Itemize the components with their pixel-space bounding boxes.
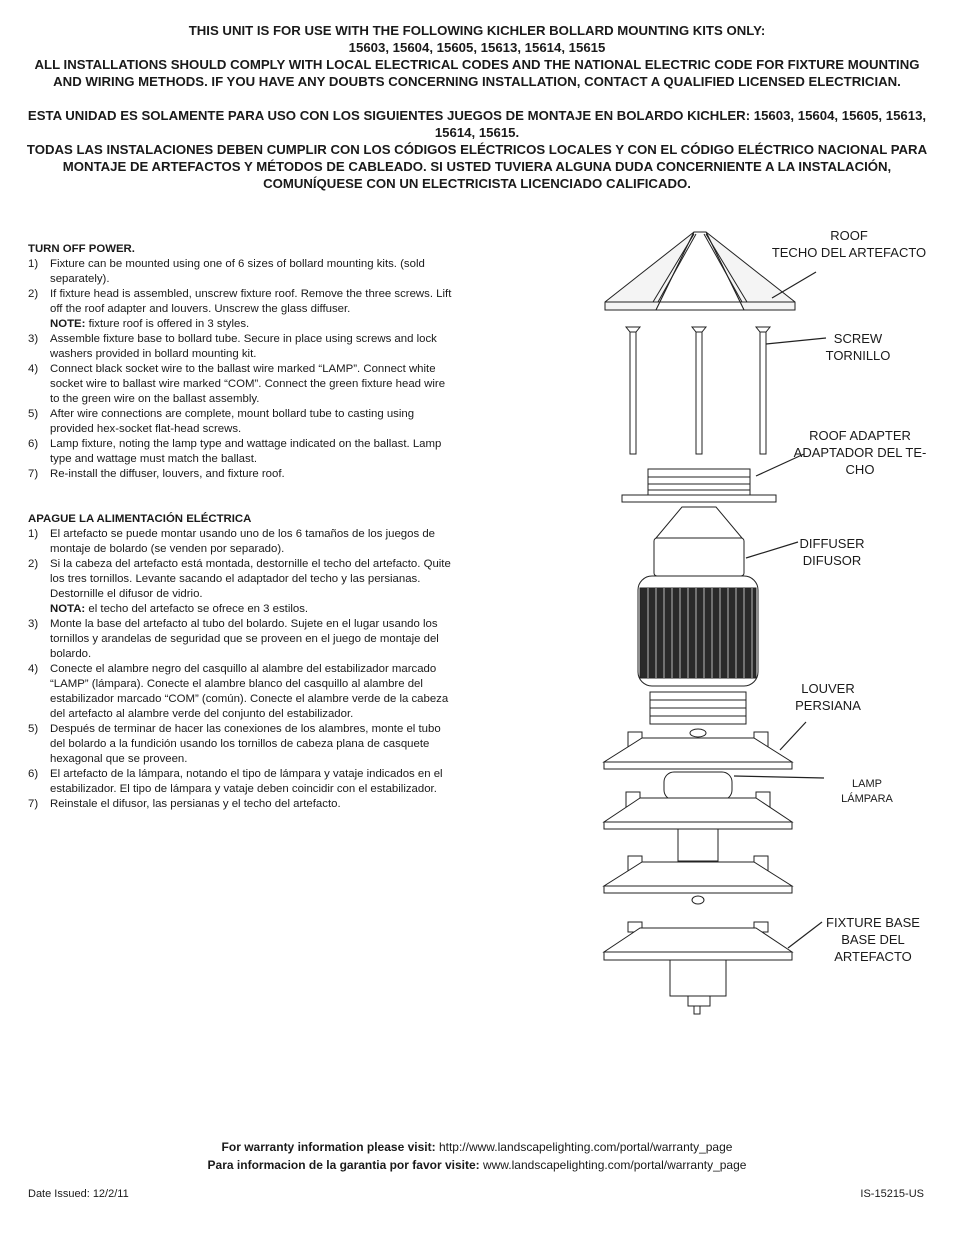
warranty-line-en: For warranty information please visit: http://www.landscapelighting.com/portal/warranty_page: [221, 1140, 733, 1154]
roof-adapter-part: [622, 469, 776, 502]
callout-fixture-base: FIXTURE BASE BASE DEL ARTEFACTO: [826, 915, 920, 964]
warranty-info: [0, 1138, 954, 1174]
steps-list-es: [28, 527, 453, 812]
callout-louver: LOUVER PERSIANA: [795, 681, 861, 713]
callout-lamp: LAMP LÁMPARA: [841, 778, 893, 805]
header-en-compliance: ALL INSTALLATIONS SHOULD COMPLY WITH LOCAL ELECTRICAL CODES AND THE NATIONAL ELECTRIC CODE FOR FIXTURE MOUNTING AND WIRING METHODS. IF YOU HAVE ANY DOUBTS CONCERNING INSTALLATION, CONTACT A QUALIFIED LICENSED ELECTRICIAN.: [34, 57, 920, 89]
instructions: [28, 242, 453, 812]
section-title-es: APAGUE LA ALIMENTACIÓN ELÉCTRICA: [28, 513, 252, 525]
header-en-line1: THIS UNIT IS FOR USE WITH THE FOLLOWING KICHLER BOLLARD MOUNTING KITS ONLY:: [188, 23, 766, 38]
step-item: 1) Fixture can be mounted using one of 6 sizes of bollard mounting kits. (sold separately).: [28, 258, 425, 285]
exploded-diagram: [560, 222, 954, 1022]
lamp-part: [664, 772, 732, 800]
header-es-line1: ESTA UNIDAD ES SOLAMENTE PARA USO CON LOS SIGUIENTES JUEGOS DE MONTAJE EN BOLARDO KICHLER: 15603, 15604, 15605, 15613, 15614, 15615.: [27, 108, 927, 140]
steps-list-en: [28, 257, 453, 482]
note-label: NOTE:: [50, 318, 86, 330]
warranty-url-en[interactable]: http://www.landscapelighting.com/portal/warranty_page: [435, 1140, 733, 1154]
instructions-english: [28, 242, 453, 482]
louver-part: [604, 729, 792, 769]
step-item: 4) Connect black socket wire to the ballast wire marked “LAMP”. Connect white socket wire to ballast wire marked “COM”. Connect the green fixture head wire to the green wire on the ballast assembly.: [28, 363, 446, 405]
step-item: 1) El artefacto se puede montar usando uno de los 6 tamaños de los juegos de montaje de bolardo (se venden por separado).: [28, 528, 436, 555]
date-issued: Date Issued: 12/2/11: [28, 1188, 129, 1200]
header-es-compliance: TODAS LAS INSTALACIONES DEBEN CUMPLIR CON LOS CÓDIGOS ELÉCTRICOS LOCALES Y CON EL CÓDIGO ELÉCTRICO NACIONAL PARA MONTAJE DE ARTEFACTOS Y MÉTODOS DE CABLEADO. SI USTED TUVIERA ALGUNA DUDA CONCERNIENTE A LA INSTALACIÓN, COMUNÍQUESE CON UN ELECTRICISTA LICENCIADO CALIFICADO.: [26, 142, 928, 191]
step-item: 6) Lamp fixture, noting the lamp type and wattage indicated on the ballast. Lamp type and wattage must match the ballast.: [28, 438, 442, 465]
step-item: 6) El artefacto de la lámpara, notando el tipo de lámpara y vataje indicados en el estabilizador. El tipo de lámpara y vataje deben coincidir con el estabilizador.: [28, 768, 443, 795]
warranty-url-es[interactable]: www.landscapelighting.com/portal/warranty_page: [479, 1158, 747, 1172]
screws-part: [626, 327, 770, 454]
instructions-spanish: [28, 512, 453, 812]
step-item: 2) If fixture head is assembled, unscrew fixture roof. Remove the three screws. Lift off the roof adapter and louvers. Unscrew the glass diffuser. NOTE: fixture roof is offered in 3 styles.: [28, 288, 452, 330]
warranty-line-es: Para informacion de la garantia por favor visite: www.landscapelighting.com/portal/warranty_page: [207, 1158, 747, 1172]
step-item: 3) Monte la base del artefacto al tubo del bolardo. Sujete en el lugar usando los tornillos y arandelas de seguridad que se proveen en el juego de montaje del bolardo.: [28, 618, 439, 660]
step-item: 7) Reinstale el difusor, las persianas y el techo del artefacto.: [28, 798, 341, 810]
step-item: 5) After wire connections are complete, mount bollard tube to casting using provided hex-socket flat-head screws.: [28, 408, 415, 435]
fixture-base-part: [604, 922, 792, 1014]
step-item: 2) Si la cabeza del artefacto está montada, destornille el techo del artefacto. Quite los tres tornillos. Levante sacando el adaptador del techo y las persianas. Destornille el difusor de vidrio. NOTA: el techo del artefacto se ofrece en 3 estilos.: [28, 558, 451, 615]
callout-screw: SCREW TORNILLO: [825, 331, 891, 363]
callout-roof-adapter: ROOF ADAPTER ADAPTADOR DEL TE- CHO: [793, 428, 927, 477]
louver-part: [604, 792, 792, 861]
callout-diffuser: DIFFUSER DIFUSOR: [799, 536, 865, 568]
step-item: 4) Conecte el alambre negro del casquillo al alambre del estabilizador marcado “LAMP” (lámpara). Conecte el alambre blanco del casquillo al alambre del estabilizador marcado “COM” (común). Conecte el alambre verde de la cabeza del artefacto al alambre verde del conjunto del estabilizador.: [28, 663, 449, 720]
diffuser-part: [638, 507, 758, 724]
note-label: NOTA:: [50, 603, 86, 615]
callout-roof: ROOF TECHO DEL ARTEFACTO: [771, 228, 927, 260]
document-id: IS-15215-US: [860, 1188, 924, 1200]
step-item: 5) Después de terminar de hacer las conexiones de los alambres, monte el tubo del bolardo a la fundición usando los tornillos de cabeza plana de casquete hexagonal que se proveen.: [28, 723, 441, 765]
header-en-kit-list: 15603, 15604, 15605, 15613, 15614, 15615: [348, 40, 606, 55]
header-notice: [20, 22, 934, 192]
section-title-en: TURN OFF POWER.: [28, 243, 135, 255]
louver-part: [604, 856, 792, 904]
step-item: 3) Assemble fixture base to bollard tube. Secure in place using screws and lock washers provided in bollard mounting kit.: [28, 333, 437, 360]
step-item: 7) Re-install the diffuser, louvers, and fixture roof.: [28, 468, 285, 480]
